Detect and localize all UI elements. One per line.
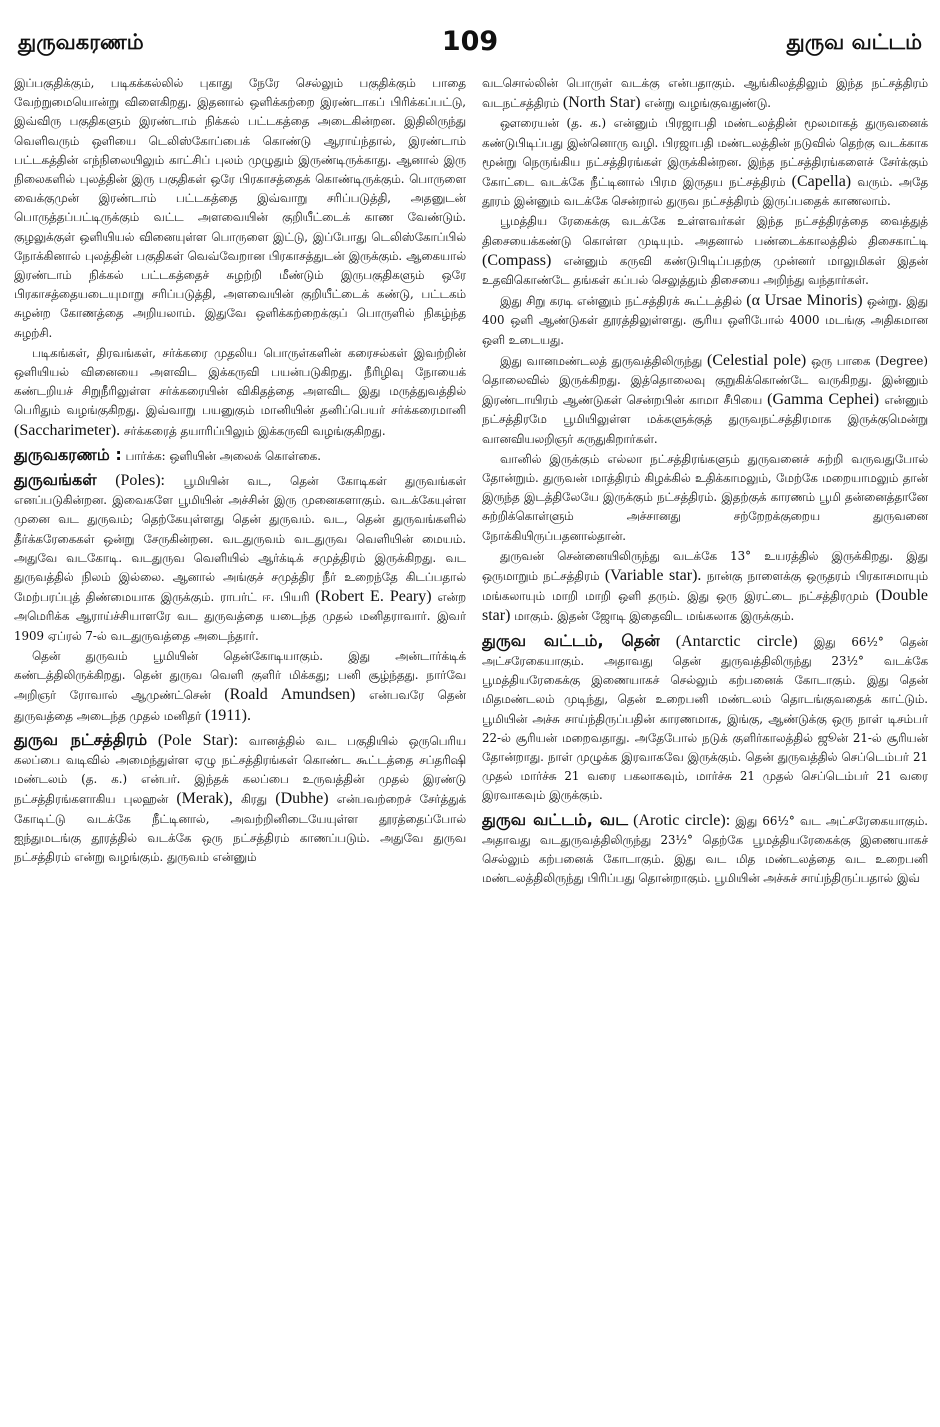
entry-text: இது 66½° வட அட்சரேகையாகும். அதாவது வடதுருவத்திலிருந்து 23½° தெற்கே பூமத்தியரேகைக்கு இணையாகச் செல்லும் கற்பனைக் கோடாகும். இது வட மித மண்டலத்தை வட உறைபனி மண்டலத்திலிருந்து பிரிப்பது தொன்றாகும். பூமியின் அச்சுச் சாய்ந்திருப்பதால் இவ்: [482, 813, 928, 886]
paragraph-text: பூமத்திய ரேகைக்கு வடக்கே உள்ளவர்கள் இந்த நட்சத்திரத்தை வைத்துத் திசையைக்கண்டு கொள்ள முடியும். அதனால் பண்டைக்காலத்தில் திசைகாட்டி: [482, 214, 928, 248]
paragraph-text: தென் துருவம் பூமியின் தென்கோடியாகும். இது அன்டார்க்டிக் கண்டத்திலிருக்கிறது. தென் துருவ வெளி குளிர் மிக்கது; பனி சூழ்ந்தது. நார்வே அறிஞர் ரோவால் ஆமுண்ட்சென்: [14, 648, 466, 703]
english-term: (Dubhe): [275, 790, 329, 808]
paragraph: [482, 547, 928, 627]
paragraph-text: என்று வழங்குவதுண்டு.: [644, 96, 771, 111]
paragraph-text: சர்க்கரைத் தயாரிப்பிலும் இக்கருவி வழங்குகிறது.: [123, 423, 386, 438]
year: (1911).: [204, 706, 251, 724]
entry-heading: துருவ வட்டம், தென்: [482, 630, 660, 650]
english-term: (Pole Star):: [157, 731, 239, 749]
entry-text: கிரது: [241, 792, 267, 807]
english-term: (Roald Amundsen): [224, 686, 356, 704]
entry-heading: துருவ நட்சத்திரம்: [14, 729, 148, 749]
english-term: (Double star): [482, 587, 928, 625]
running-head-right: துருவ வட்டம்: [786, 30, 922, 54]
paragraph: இப்பகுதிக்கும், படிகக்கல்லில் புகாது நேரே செல்லும் பகுதிக்கும் பாதை வேற்றுமையொன்று விளைகிறது. இதனால் ஒளிக்கற்றை இரண்டாகப் பிரிக்கப்பட்டு, இவ்விரு பகுதிகளும் இரண்டாம் நிக்கல் பட்டகத்தை அடைகின்றன. இதிலிருந்து வெளிவரும் ஒளியை டெலிஸ்கோப்பைக் கொண்டு ஆராய்ந்தால், இரண்டாம் பட்டகத்தின் எந்நிலையிலும் காட்சிப் புலம் முழுதும் இருண்டிருக்காது. ஆனால் இரு நிலைகளில் புலத்தின் இரு பகுதிகள் ஒரே பிரகாசத்தைக் கொண்டிருக்கும். பொருளை வைக்குமுன் இரண்டாம் பட்டகத்தை இவ்வாறு சரிப்படுத்தி, அதனுடன் பொருத்தப்பட்டிருக்கும் வட்ட அளவையின் குறியீட்டைக் காண வேண்டும். குழலுக்குள் ஒளியியல் வினையுள்ள பொருளை இட்டு, இப்போது டெலிஸ்கோப்பில் நோக்கினால் புலத்தின் பகுதிகள் வெவ்வேறான பிரகாசத்துடன் இருக்கும். ஆகையால் இரண்டாம் நிக்கல் பட்டகத்தைச் சுழற்றி மீண்டும் இருபகுதிகளும் ஒரே பிரகாசத்தையடையுமாறு சரிப்படுத்தி, அளவையின் குறியீட்டைக் கண்டு, பட்டகம் சுழன்ற கோணத்தை அறியலாம். இதுவே ஒளிக்கற்றைக்குப் பொருளில் நிகழ்ந்த சுழற்சி.: [14, 76, 466, 340]
running-head-left: துருவகரணம்: [18, 30, 144, 54]
left-column: [14, 74, 466, 1415]
english-term: (α Ursae Minoris): [746, 292, 863, 310]
paragraph-text: படிகங்கள், திரவங்கள், சர்க்கரை முதலிய பொருள்களின் கரைசல்கள் இவற்றின் ஒளியியல் வினையை அளவிட இக்கருவி பயன்படுகிறது. நீரிழிவு நோயைக் கண்டறியச் சிறுநீரிலுள்ள சர்க்கரையின் விகிதத்தை அளவிட இது மருத்துவத்தில் பெரிதும் வழங்குகிறது. இவ்வாறு பயனுகும் மானியின் தனிப்பெயர் சர்க்கரைமானி: [14, 345, 466, 418]
paragraph: [14, 344, 466, 441]
paragraph-text: மாகும். இதன் ஜோடி இதைவிட மங்கலாக இருக்கும்.: [514, 609, 795, 624]
entry-pole-star: [14, 730, 466, 867]
english-term: (Saccharimeter).: [14, 421, 121, 439]
paragraph-text: என்னும் கருவி கண்டுபிடிப்பதற்கு முன்னர் மாலுமிகள் இதன் உதவிகொண்டே தங்கள் கப்பல் செலுத்தும் திசையை அறிந்து வந்தார்கள்.: [482, 253, 928, 288]
paragraph: [14, 647, 466, 726]
paragraph-text: ஔரையன் (த. க.) என்னும் பிரஜாபதி மண்டலத்தின் மூலமாகத் துருவனைக் கண்டுபிடிப்பது இன்னொரு வழி. பிரஜாபதி மண்டலத்தின் நடுவில் தெற்கு வடக்காக மூன்று நெருங்கிய நட்சத்திரங்கள் இருக்கின்றன. இந்த நட்சத்திரங்களைச் சேர்க்கும் கோட்டை வடக்கே நீட்டினால் பிரம இருதய நட்சத்திரம்: [482, 116, 928, 190]
english-term: (Arotic circle):: [633, 811, 731, 829]
entry-heading: துருவங்கள்: [14, 470, 97, 490]
paragraph-text: துருவன் சென்னையிலிருந்து வடக்கே 13° உயரத்தில் இருக்கிறது. இது ஒருமாறும் நட்சத்திரம்: [482, 548, 928, 584]
paragraph-text: ஒன்று. இது 400 ஒளி ஆண்டுகள் தூரத்திலுள்ளது. சூரிய ஒளிபோல் 4000 மடங்கு அதிகமான ஒளி உடையது.: [482, 294, 928, 347]
entry-text: பூமியின் வட, தென் கோடிகள் துருவங்கள் எனப்படுகின்றன. இவைகளே பூமியின் அச்சின் இரு முனைகளாகும். வடக்கேயுள்ள முனை வட துருவம்; தெற்கேயுள்ளது தென் துருவம். வட, தென் துருவங்களில் தீர்க்கரேகைகள் ஒன்று சேருகின்றன. வடதுருவம் வடதுருவ வெளியின் மையம். அதுவே வடகோடி. வடதுருவ வெளியில் ஆர்க்டிக் சமுத்திரம் இருக்கிறது. வட துருவத்தில் நிலம் இல்லை. ஆனால் அங்குச் சமுத்திர நீர் உறைந்தே கிடப்பதால் மேற்பரப்புத் திண்மையாக இருக்கும். ராபர்ட் ஈ. பியரி: [14, 474, 466, 605]
entry-heading: துருவ வட்டம், வட: [482, 809, 628, 829]
entry-text: என்பவற்றைச் சேர்த்துக் கோடிட்டு வடக்கே நீட்டினால், அவற்றினிடையேயுள்ள தூரத்தைப்போல் ஐந்துமடங்கு தூரத்தில் வடக்கே ஒரு நட்சத்திரம் காணப்படும். அதுவே துருவ நட்சத்திரம் என்று வழங்கும். துருவம் என்னும்: [14, 792, 466, 864]
entry-arctic-circle: [482, 810, 928, 889]
english-term: (Celestial pole): [707, 351, 807, 369]
paragraph-text: என்னும் நட்சத்திரமே பூமியிலுள்ள மக்களுக்குத் துருவநட்சத்திரமாக இருக்குமென்று வானவியலறிஞர் கருதுகிறார்கள்.: [482, 393, 928, 446]
paragraph: [482, 212, 928, 290]
english-term: (Variable star).: [604, 567, 702, 585]
english-term: (Gamma Cephei): [767, 391, 880, 409]
entry-text: இது 66½° தென் அட்சரேகையாகும். அதாவது தென் துருவத்திலிருந்து 23½° வடக்கே பூமத்தியரேகைக்கு இணையாகச் செல்லும் கற்பனைக் கோடாகும். இது தென் மிதமண்டலம் முடிந்து, தென் உறைபனி மண்டலம் தொடங்குவதைக் காட்டும். பூமியின் அச்சு சாய்ந்திருப்பதின் காரணமாக, இங்கு, ஆண்டுக்கு ஒரு நாள் டிசம்பர் 22-ல் சூரியன் மறைவதாது. அதேபோல் நடுக் குளிர்காலத்தில் ஜூன் 21-ல் சூரியன் தோன்றாது. நாள் முழுக்க இரவாகவே இருக்கும். தென் துருவத்தில் செப்டெம்பர் 21 முதல் மார்ச்சு 21 வரை பகலாகவும், மார்ச்சு 21 முதல் செப்டெம்பர் 21 வரை இரவாகவும் இருக்கும்.: [482, 634, 928, 803]
paragraph: வானில் இருக்கும் எல்லா நட்சத்திரங்களும் துருவனைச் சுற்றி வருவதுபோல் தோன்றும். துருவன் மாத்திரம் கிழக்கில் உதிக்காமலும், மேற்கே மறையாமலும் தான் இருந்த இடத்திலேயே இருக்கும் நட்சத்திரம். இதற்குக் காரணம் பூமி தன்னைத்தானே சுற்றிக்கொள்ளும் அச்சானது சற்றேறக்குறைய துருவனை நோக்கியிருப்பதனால்தான்.: [482, 451, 928, 543]
paragraph-text: என்பவரே தென் துருவத்தை அடைந்த முதல் மனிதர்: [14, 688, 466, 723]
paragraph: [482, 291, 928, 350]
paragraph-text: ஒரு பாகை (Degree) தொலைவில் இருக்கிறது. இத்தொலைவு குறுகிக்கொண்டே வருகிறது. இன்னும் இரண்டாயிரம் ஆண்டுகள் சென்றபின் காமா சீபியை: [482, 353, 928, 408]
entry-text: என்ற அமெரிக்க ஆராய்ச்சியாளரே வட துருவத்தை யடைந்த முதல் மனிதராவார். இவர் 1909 ஏப்ரல் 7-ல் வடதுருவத்தை அடைந்தார்.: [14, 590, 466, 643]
paragraph: [482, 351, 928, 449]
english-term: (Capella): [791, 173, 852, 191]
entry-antarctic-circle: [482, 631, 928, 806]
english-term: (Poles):: [115, 472, 165, 490]
paragraph: [482, 114, 928, 211]
paragraph-text: இது சிறு கரடி என்னும் நட்சத்திரக் கூட்டத்தில்: [500, 294, 742, 309]
entry-text: வானத்தில் வட பகுதியில் ஒருபெரிய கலப்பை வடிவில் அமைந்துள்ள ஏழு நட்சத்திரங்கள் கொண்ட கூட்டத்தை சப்தரிஷி மண்டலம் (த. க.) என்பர். இந்தக் கலப்பை உருவத்தின் முதல் இரண்டு நட்சத்திரங்களாகிய புலஹன்: [14, 733, 466, 807]
paragraph-text: வடசொல்லின் பொருள் வடக்கு என்பதாகும். ஆங்கிலத்திலும் இந்த நட்சத்திரம் வடநட்சத்திரம்: [482, 76, 928, 111]
english-term: (Robert E. Peary): [315, 588, 432, 606]
english-term: (Antarctic circle): [675, 632, 798, 650]
english-term: (North Star): [562, 94, 641, 112]
right-column: [482, 74, 928, 1415]
entry-text: பார்க்க: ஒளியின் அலைக் கொள்கை.: [125, 448, 321, 463]
english-term: (Compass): [482, 251, 552, 269]
entry-poles: [14, 470, 466, 646]
paragraph-text: வரும். அதே தூரம் இன்னும் வடக்கே சென்றால் துருவ நட்சத்திரம் இருப்பதைக் காணலாம்.: [482, 175, 928, 209]
paragraph: [482, 74, 928, 113]
entry-heading: துருவகரணம் :: [14, 444, 122, 464]
page-number: 109: [441, 26, 499, 57]
english-term: (Merak),: [176, 790, 233, 808]
paragraph-text: நான்கு நாளைக்கு ஒருதரம் பிரகாசமாயும் மங்கலாயும் மாறி மாறி ஒளி தரும். இது ஒரு இரட்டை நட்சத்திரமும்: [482, 569, 928, 604]
page-header: [18, 26, 922, 60]
paragraph-text: இது வானமண்டலத் துருவத்திலிருந்து: [500, 353, 703, 368]
entry-turuvakaranam: [14, 445, 466, 466]
